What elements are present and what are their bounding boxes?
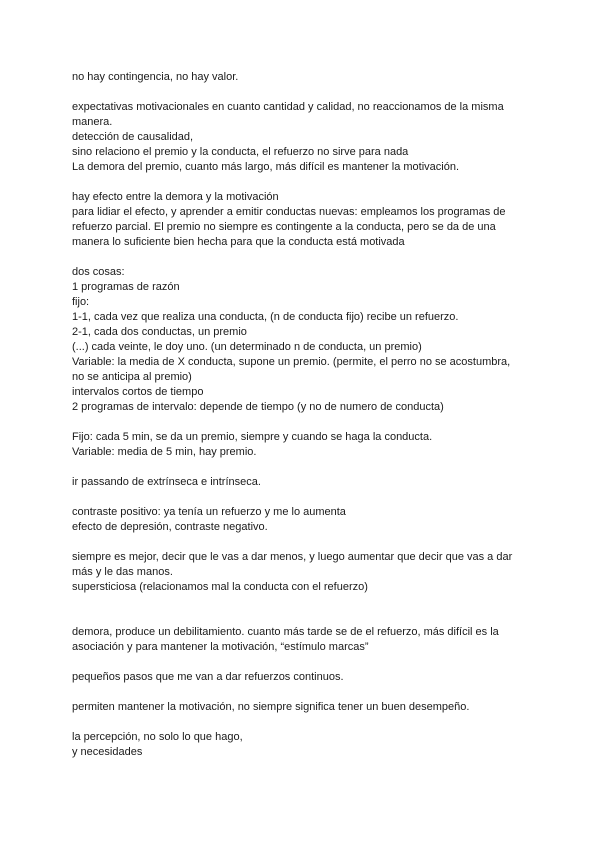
text-line: no hay contingencia, no hay valor. <box>72 71 239 83</box>
text-line: (...) cada veinte, le doy uno. (un determinado n de conducta, un premio) <box>72 341 422 353</box>
text-line: fijo: <box>72 296 90 308</box>
text-line: demora, produce un debilitamiento. cuanto más tarde se de el refuerzo, más difícil es la <box>72 626 499 638</box>
text-line: Variable: media de 5 min, hay premio. <box>72 446 257 458</box>
text-line: 2 programas de intervalo: depende de tiempo (y no de numero de conducta) <box>72 401 444 413</box>
text-line: supersticiosa (relacionamos mal la conducta con el refuerzo) <box>72 581 368 593</box>
text-line: para lidiar el efecto, y aprender a emitir conductas nuevas: empleamos los programas de <box>72 206 506 218</box>
text-line: 1-1, cada vez que realiza una conducta, (n de conducta fijo) recibe un refuerzo. <box>72 311 459 323</box>
paragraph <box>72 475 532 490</box>
text-line: 2-1, cada dos conductas, un premio <box>72 326 247 338</box>
paragraph <box>72 505 532 535</box>
paragraph <box>72 100 532 175</box>
text-line: siempre es mejor, decir que le vas a dar menos, y luego aumentar que decir que vas a dar <box>72 551 513 563</box>
text-line: más y le das manos. <box>72 566 173 578</box>
text-line: 1 programas de razón <box>72 281 180 293</box>
paragraph <box>72 70 532 85</box>
paragraph <box>72 625 532 655</box>
paragraph <box>72 190 532 250</box>
text-line: Fijo: cada 5 min, se da un premio, siempre y cuando se haga la conducta. <box>72 431 433 443</box>
text-line: permiten mantener la motivación, no siempre significa tener un buen desempeño. <box>72 701 470 713</box>
paragraph <box>72 700 532 715</box>
text-line: intervalos cortos de tiempo <box>72 386 204 398</box>
text-line: asociación y para mantener la motivación, “estímulo marcas” <box>72 641 369 653</box>
text-line: efecto de depresión, contraste negativo. <box>72 521 268 533</box>
text-line: La demora del premio, cuanto más largo, más difícil es mantener la motivación. <box>72 161 460 173</box>
paragraph <box>72 430 532 460</box>
text-line: pequeños pasos que me van a dar refuerzos continuos. <box>72 671 344 683</box>
text-line: dos cosas: <box>72 266 125 278</box>
text-line: ir passando de extrínseca e intrínseca. <box>72 476 261 488</box>
text-line: Variable: la media de X conducta, supone un premio. (permite, el perro no se acostumbra, <box>72 356 511 368</box>
text-line: la percepción, no solo lo que hago, <box>72 731 243 743</box>
text-line: sino relaciono el premio y la conducta, el refuerzo no sirve para nada <box>72 146 409 158</box>
paragraph <box>72 265 532 415</box>
text-line: y necesidades <box>72 746 143 758</box>
text-line: contraste positivo: ya tenía un refuerzo y me lo aumenta <box>72 506 346 518</box>
document-body <box>72 70 532 775</box>
text-line: refuerzo parcial. El premio no siempre es contingente a la conducta, pero se da de una <box>72 221 496 233</box>
paragraph <box>72 730 532 760</box>
paragraph <box>72 670 532 685</box>
text-line: manera lo suficiente bien hecha para que la conducta está motivada <box>72 236 405 248</box>
text-line: manera. <box>72 116 113 128</box>
paragraph <box>72 550 532 595</box>
text-line: no se anticipa al premio) <box>72 371 192 383</box>
text-line: hay efecto entre la demora y la motivación <box>72 191 279 203</box>
text-line: detección de causalidad, <box>72 131 194 143</box>
text-line: expectativas motivacionales en cuanto cantidad y calidad, no reaccionamos de la misma <box>72 101 504 113</box>
